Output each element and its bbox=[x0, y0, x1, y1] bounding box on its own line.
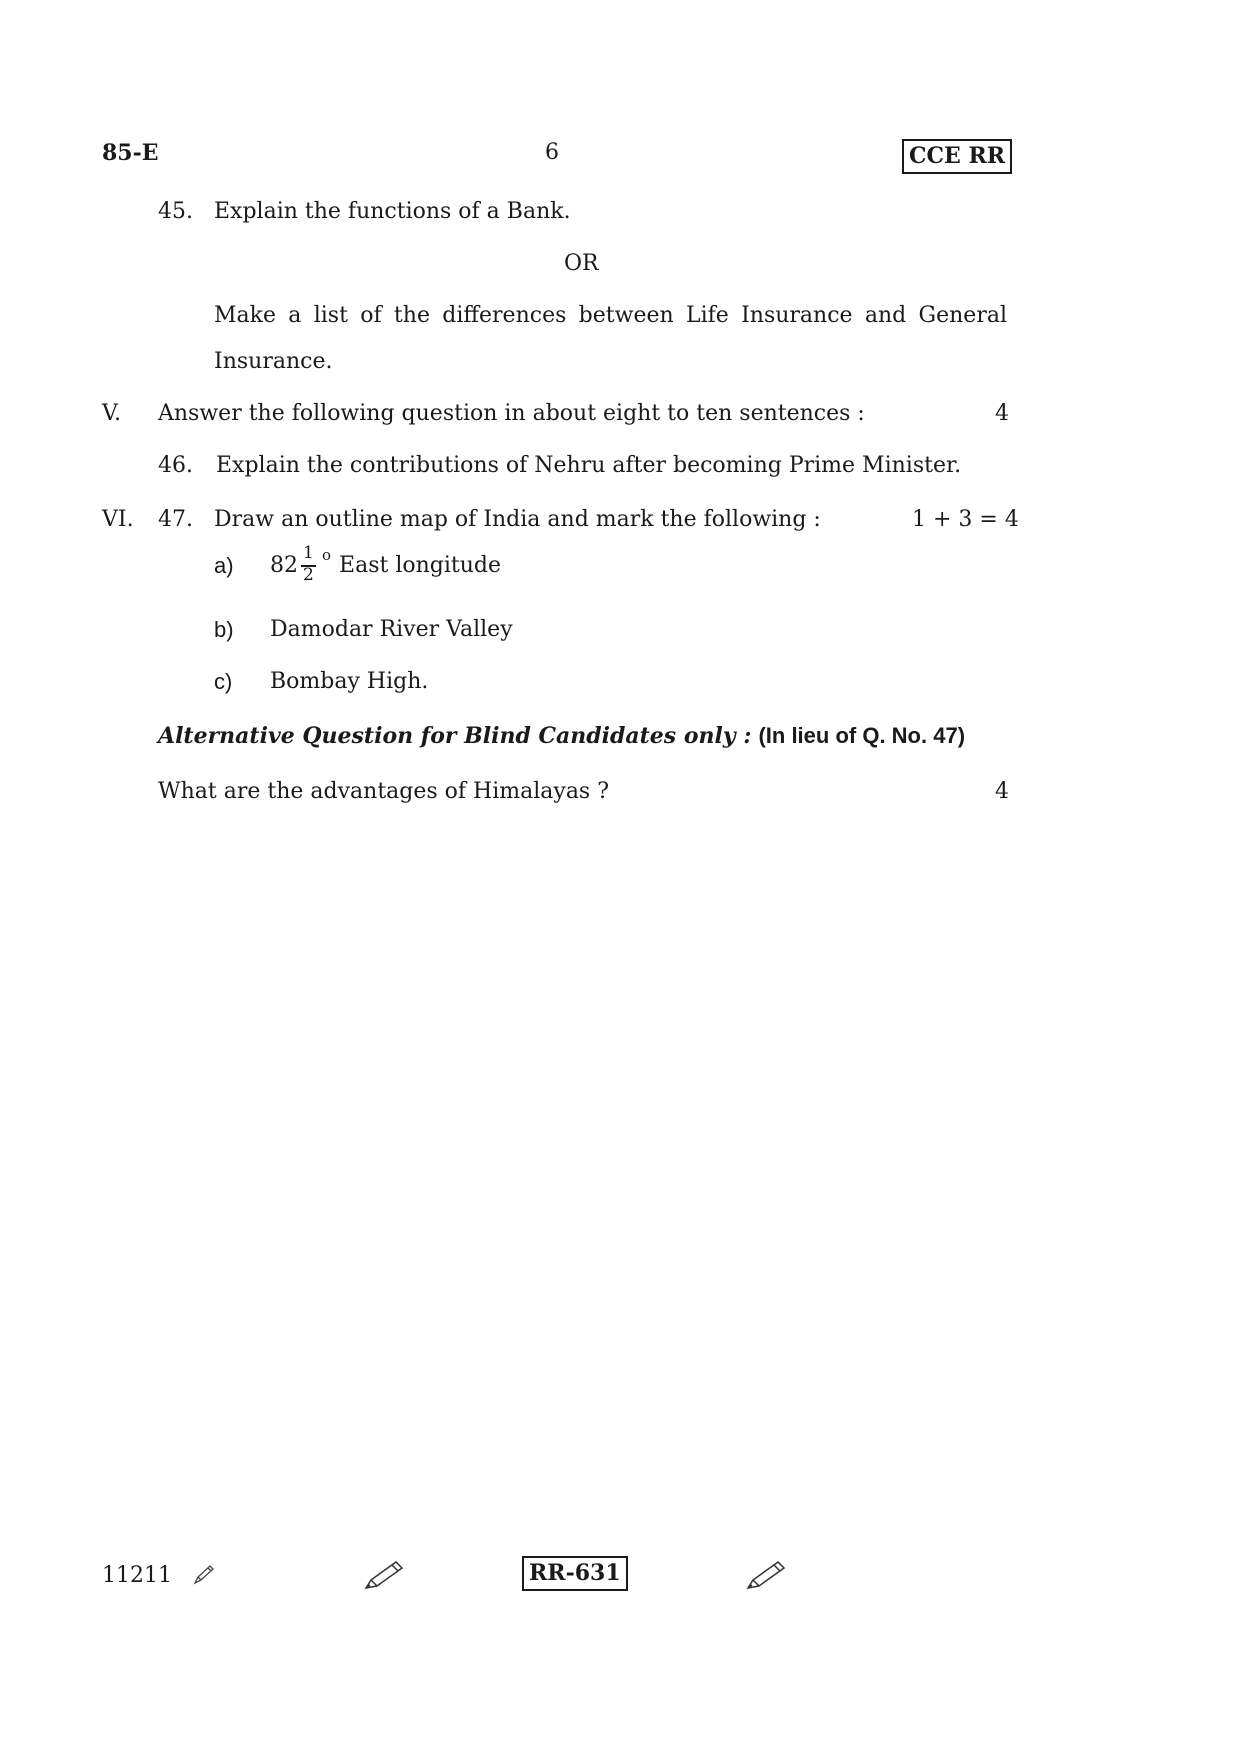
booklet-code-badge: RR-631 bbox=[522, 1556, 628, 1591]
item-a-label: a) bbox=[214, 553, 234, 578]
section-v-instruction: Answer the following question in about eight to ten sentences : bbox=[158, 401, 865, 426]
fraction-denominator: 2 bbox=[303, 565, 314, 585]
item-c-label: c) bbox=[214, 669, 233, 694]
q47-text: Draw an outline map of India and mark the following : bbox=[214, 507, 821, 532]
item-a-content bbox=[270, 543, 502, 587]
longitude-fraction bbox=[300, 543, 318, 586]
q47-marks: 1 + 3 = 4 bbox=[912, 507, 1019, 532]
section-v-label: V. bbox=[102, 401, 122, 426]
pencil-icon bbox=[192, 1562, 216, 1590]
paper-code: 85-E bbox=[102, 140, 159, 166]
longitude-whole: 82 bbox=[270, 553, 298, 578]
series-badge: CCE RR bbox=[902, 139, 1012, 174]
fraction-numerator: 1 bbox=[303, 543, 314, 563]
alternative-heading-italic: Alternative Question for Blind Candidates only : bbox=[158, 723, 752, 749]
or-separator: OR bbox=[564, 251, 599, 276]
item-a-text: East longitude bbox=[339, 553, 502, 578]
pen-icon bbox=[362, 1556, 406, 1596]
q45-alternative-line1: Make a list of the differences between Life Insurance and General bbox=[214, 303, 1007, 328]
degree-symbol: o bbox=[322, 546, 332, 564]
alternative-heading-bold: (In lieu of Q. No. 47) bbox=[758, 723, 966, 748]
footer-code: 11211 bbox=[102, 1563, 172, 1588]
pen-icon bbox=[744, 1556, 788, 1596]
item-c-text: Bombay High. bbox=[270, 669, 429, 694]
q46-text: Explain the contributions of Nehru after becoming Prime Minister. bbox=[216, 453, 962, 478]
q45-alternative-line2: Insurance. bbox=[214, 349, 333, 374]
alternative-heading bbox=[158, 722, 965, 751]
section-vi-label: VI. bbox=[102, 507, 134, 532]
q45-text: Explain the functions of a Bank. bbox=[214, 199, 571, 224]
q46-number: 46. bbox=[158, 453, 193, 478]
q47-number: 47. bbox=[158, 507, 193, 532]
q45-number: 45. bbox=[158, 199, 193, 224]
item-b-label: b) bbox=[214, 617, 234, 642]
alternative-marks: 4 bbox=[995, 779, 1009, 804]
item-b-text: Damodar River Valley bbox=[270, 617, 513, 642]
alternative-question: What are the advantages of Himalayas ? bbox=[158, 779, 610, 804]
section-v-marks: 4 bbox=[995, 401, 1009, 426]
page-number: 6 bbox=[545, 140, 559, 165]
